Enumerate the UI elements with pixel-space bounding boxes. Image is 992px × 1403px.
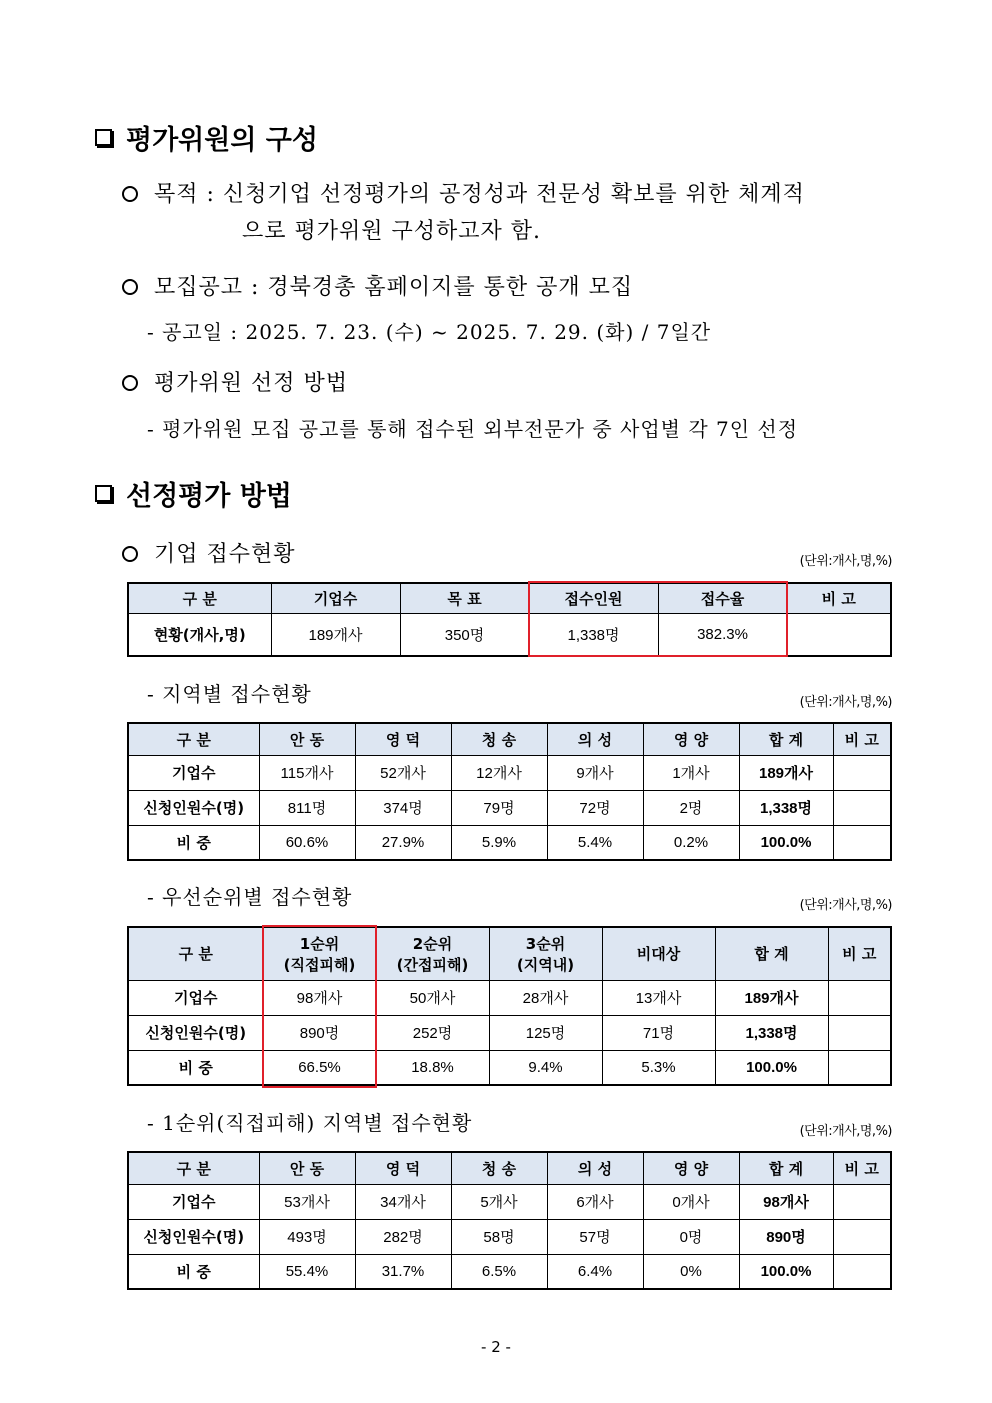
- notice-period: - 공고일 : 2025. 7. 23. (수) ~ 2025. 7. 29. (화) / 7일간: [147, 320, 712, 344]
- total-cell: 100.0%: [739, 1254, 833, 1289]
- table-row: [128, 1254, 891, 1289]
- table-header-row: [128, 927, 891, 980]
- table-cell: [833, 1184, 891, 1219]
- table-cell: 189개사: [271, 613, 400, 656]
- table-cell: [833, 1219, 891, 1254]
- priority1-region-table: [127, 1151, 892, 1290]
- table-cell: [833, 825, 891, 860]
- table-row: [128, 755, 891, 790]
- total-cell: 100.0%: [739, 825, 833, 860]
- sub-priority1-region-status: - 1순위(직접피해) 지역별 접수현황: [147, 1111, 473, 1135]
- table-row: [128, 1184, 891, 1219]
- total-cell: 890명: [739, 1219, 833, 1254]
- table-cell: 5개사: [451, 1184, 547, 1219]
- header-cell: 합 계: [715, 927, 828, 980]
- table-row: [128, 790, 891, 825]
- table-row: [128, 980, 891, 1015]
- table-row: [128, 1015, 891, 1050]
- circle-bullet-icon: [122, 279, 138, 295]
- header-cell: 구 분: [128, 583, 271, 613]
- checkbox-square-icon: [95, 129, 112, 146]
- section-title-text: 선정평가 방법: [126, 481, 292, 512]
- header-cell: 영 덕: [355, 1152, 451, 1184]
- checkbox-square-icon: [95, 485, 112, 502]
- sub-priority-status: - 우선순위별 접수현황: [147, 885, 353, 909]
- table-cell: 58명: [451, 1219, 547, 1254]
- table-cell: 811명: [259, 790, 355, 825]
- table-cell: 115개사: [259, 755, 355, 790]
- header-cell: 비 고: [787, 583, 891, 613]
- total-cell: 189개사: [739, 755, 833, 790]
- circle-bullet-icon: [122, 186, 138, 202]
- header-cell: 영 덕: [355, 723, 451, 755]
- table-cell: 72명: [547, 790, 643, 825]
- table-cell: 0개사: [643, 1184, 739, 1219]
- header-cell: 비대상: [602, 927, 715, 980]
- table-cell: 382.3%: [658, 613, 787, 656]
- row-label: 비 중: [128, 1254, 259, 1289]
- table-cell: 98개사: [263, 980, 376, 1015]
- header-line: 3순위: [525, 934, 566, 953]
- table-cell: 66.5%: [263, 1050, 376, 1085]
- header-cell: 구 분: [128, 927, 263, 980]
- table-cell: 5.3%: [602, 1050, 715, 1085]
- table-cell: [833, 790, 891, 825]
- table-cell: 2명: [643, 790, 739, 825]
- table-cell: [833, 1254, 891, 1289]
- table-cell: 60.6%: [259, 825, 355, 860]
- sub-company-status: [122, 537, 296, 568]
- header-line: (간접피해): [396, 955, 469, 974]
- table-cell: 252명: [376, 1015, 489, 1050]
- table-cell: 0명: [643, 1219, 739, 1254]
- header-line: (직접피해): [283, 955, 356, 974]
- table-cell: 9개사: [547, 755, 643, 790]
- row-label: 기업수: [128, 755, 259, 790]
- purpose-line: [122, 177, 805, 208]
- header-cell: 안 동: [259, 723, 355, 755]
- recruit-text: 모집공고 : 경북경총 홈페이지를 통한 공개 모집: [154, 275, 634, 300]
- table-cell: 18.8%: [376, 1050, 489, 1085]
- header-cell: 의 성: [547, 1152, 643, 1184]
- table-cell: 57명: [547, 1219, 643, 1254]
- header-cell: 안 동: [259, 1152, 355, 1184]
- circle-bullet-icon: [122, 546, 138, 562]
- table-cell: 71명: [602, 1015, 715, 1050]
- total-cell: 1,338명: [715, 1015, 828, 1050]
- header-cell: 접수인원: [529, 583, 658, 613]
- table-cell: 493명: [259, 1219, 355, 1254]
- header-line: 2순위: [412, 934, 453, 953]
- page-number: - 2 -: [481, 1338, 511, 1356]
- company-status-table: [127, 582, 892, 657]
- table-cell: 6개사: [547, 1184, 643, 1219]
- table-cell: 1,338명: [529, 613, 658, 656]
- table-cell: 350명: [400, 613, 529, 656]
- row-label: 신청인원수(명): [128, 790, 259, 825]
- table-header-row: [128, 723, 891, 755]
- header-cell: 의 성: [547, 723, 643, 755]
- row-label: 비 중: [128, 1050, 263, 1085]
- table-cell: 5.4%: [547, 825, 643, 860]
- header-cell: 기업수: [271, 583, 400, 613]
- header-cell: 비 고: [833, 1152, 891, 1184]
- header-cell: 비 고: [828, 927, 891, 980]
- table-cell: 1개사: [643, 755, 739, 790]
- table-cell: 55.4%: [259, 1254, 355, 1289]
- header-cell: 구 분: [128, 723, 259, 755]
- table-cell: 53개사: [259, 1184, 355, 1219]
- table-cell: 27.9%: [355, 825, 451, 860]
- table-cell: 28개사: [489, 980, 602, 1015]
- total-cell: 100.0%: [715, 1050, 828, 1085]
- table-cell: [828, 1015, 891, 1050]
- row-label: 비 중: [128, 825, 259, 860]
- table-cell: 0.2%: [643, 825, 739, 860]
- table-cell: [833, 755, 891, 790]
- header-cell: 비 고: [833, 723, 891, 755]
- header-cell: 합 계: [739, 723, 833, 755]
- table-cell: 50개사: [376, 980, 489, 1015]
- table-cell: [787, 613, 891, 656]
- header-cell: 청 송: [451, 723, 547, 755]
- header-cell: 영 양: [643, 1152, 739, 1184]
- table-cell: 374명: [355, 790, 451, 825]
- header-cell: [489, 927, 602, 980]
- header-cell: [376, 927, 489, 980]
- table-cell: 5.9%: [451, 825, 547, 860]
- row-label: 신청인원수(명): [128, 1015, 263, 1050]
- table-row: [128, 613, 891, 656]
- header-line: (지역내): [516, 955, 575, 974]
- purpose-text: 목적 : 신청기업 선정평가의 공정성과 전문성 확보를 위한 체계적: [154, 182, 805, 207]
- table-cell: 0%: [643, 1254, 739, 1289]
- header-cell: 접수율: [658, 583, 787, 613]
- table-cell: 282명: [355, 1219, 451, 1254]
- table-cell: 6.5%: [451, 1254, 547, 1289]
- table-cell: 890명: [263, 1015, 376, 1050]
- header-cell: 목 표: [400, 583, 529, 613]
- table-cell: 6.4%: [547, 1254, 643, 1289]
- unit-label: (단위:개사,명,%): [799, 695, 892, 710]
- sub-region-status: - 지역별 접수현황: [147, 682, 312, 706]
- header-cell: 구 분: [128, 1152, 259, 1184]
- table-header-row: [128, 1152, 891, 1184]
- table-cell: 34개사: [355, 1184, 451, 1219]
- purpose-line-2: 으로 평가위원 구성하고자 함.: [242, 219, 541, 244]
- section-title-evaluation: [95, 474, 292, 513]
- table-header-row: [128, 583, 891, 613]
- table-cell: 9.4%: [489, 1050, 602, 1085]
- table-cell: 13개사: [602, 980, 715, 1015]
- priority-status-table: [127, 926, 892, 1086]
- recruit-line: [122, 270, 633, 301]
- circle-bullet-icon: [122, 375, 138, 391]
- header-cell: 합 계: [739, 1152, 833, 1184]
- section-title-text: 평가위원의 구성: [126, 125, 318, 156]
- unit-label: (단위:개사,명,%): [799, 898, 892, 913]
- method-line: [122, 366, 348, 397]
- section-title-committee: [95, 118, 318, 157]
- unit-label: (단위:개사,명,%): [799, 554, 892, 569]
- table-cell: 31.7%: [355, 1254, 451, 1289]
- row-label: 기업수: [128, 1184, 259, 1219]
- header-cell: 영 양: [643, 723, 739, 755]
- header-cell: [263, 927, 376, 980]
- table-cell: [828, 1050, 891, 1085]
- row-label: 신청인원수(명): [128, 1219, 259, 1254]
- unit-label: (단위:개사,명,%): [799, 1124, 892, 1139]
- table-row: [128, 1219, 891, 1254]
- table-row: [128, 825, 891, 860]
- table-cell: 125명: [489, 1015, 602, 1050]
- row-label: 기업수: [128, 980, 263, 1015]
- total-cell: 98개사: [739, 1184, 833, 1219]
- method-detail: - 평가위원 모집 공고를 통해 접수된 외부전문가 중 사업별 각 7인 선정: [147, 417, 799, 441]
- region-status-table: [127, 722, 892, 861]
- total-cell: 189개사: [715, 980, 828, 1015]
- method-text: 평가위원 선정 방법: [154, 371, 349, 396]
- table-cell: 79명: [451, 790, 547, 825]
- row-label: 현황(개사,명): [128, 613, 271, 656]
- table-cell: 52개사: [355, 755, 451, 790]
- total-cell: 1,338명: [739, 790, 833, 825]
- table-cell: 12개사: [451, 755, 547, 790]
- header-cell: 청 송: [451, 1152, 547, 1184]
- header-line: 1순위: [299, 934, 340, 953]
- sub-company-status-text: 기업 접수현황: [154, 542, 296, 567]
- table-row: [128, 1050, 891, 1085]
- table-cell: [828, 980, 891, 1015]
